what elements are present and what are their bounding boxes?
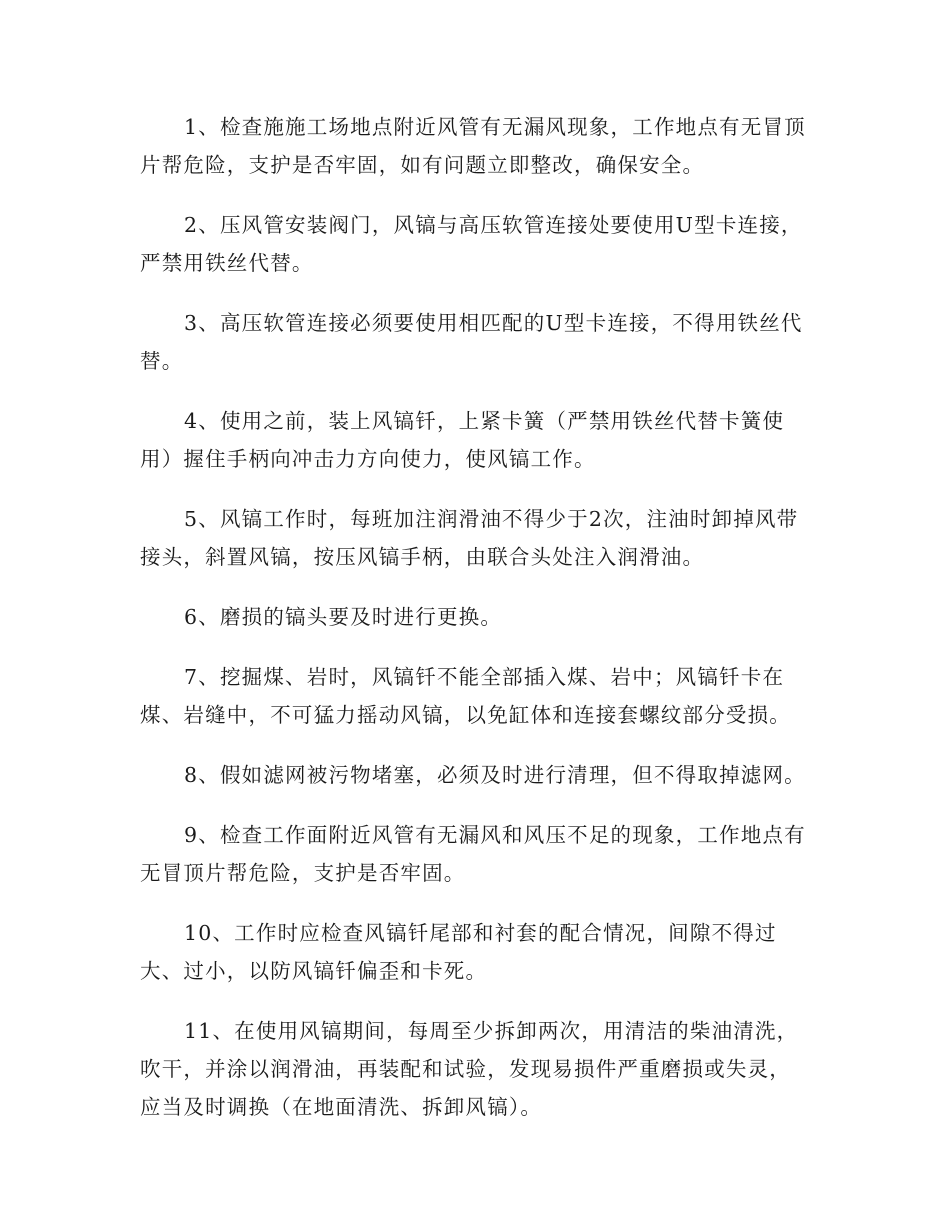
document-body [140, 108, 810, 1148]
paragraph-7: 7、挖掘煤、岩时，风镐钎不能全部插入煤、岩中；风镐钎卡在煤、岩缝中，不可猛力摇动风镐，以免缸体和连接套螺纹部分受损。 [140, 665, 791, 727]
paragraph-9: 9、检查工作面附近风管有无漏风和风压不足的现象，工作地点有无冒顶片帮危险，支护是否牢固。 [140, 823, 806, 885]
paragraph-4: 4、使用之前，装上风镐钎，上紧卡簧（严禁用铁丝代替卡簧使用）握住手柄向冲击力方向使力，使风镐工作。 [140, 409, 785, 471]
paragraph-2: 2、压风管安装阀门，风镐与高压软管连接处要使用U型卡连接，严禁用铁丝代替。 [140, 213, 803, 275]
paragraph-5: 5、风镐工作时，每班加注润滑油不得少于2次，注油时卸掉风带接头，斜置风镐，按压风镐手柄，由联合头处注入润滑油。 [140, 507, 799, 569]
paragraph-8: 8、假如滤网被污物堵塞，必须及时进行清理，但不得取掉滤网。 [184, 763, 806, 787]
paragraph-10: 10、工作时应检查风镐钎尾部和衬套的配合情况，间隙不得过大、过小，以防风镐钎偏歪和卡死。 [140, 921, 777, 983]
paragraph-3: 3、高压软管连接必须要使用相匹配的U型卡连接，不得用铁丝代替。 [140, 311, 803, 373]
paragraph-6: 6、磨损的镐头要及时进行更换。 [184, 605, 503, 629]
paragraph-1: 1、检查施施工场地点附近风管有无漏风现象，工作地点有无冒顶片帮危险，支护是否牢固，如有问题立即整改，确保安全。 [140, 115, 806, 177]
paragraph-11: 11、在使用风镐期间，每周至少拆卸两次，用清洁的柴油清洗，吹干，并涂以润滑油，再装配和试验，发现易损件严重磨损或失灵，应当及时调换（在地面清洗、拆卸风镐）。 [140, 1019, 799, 1119]
